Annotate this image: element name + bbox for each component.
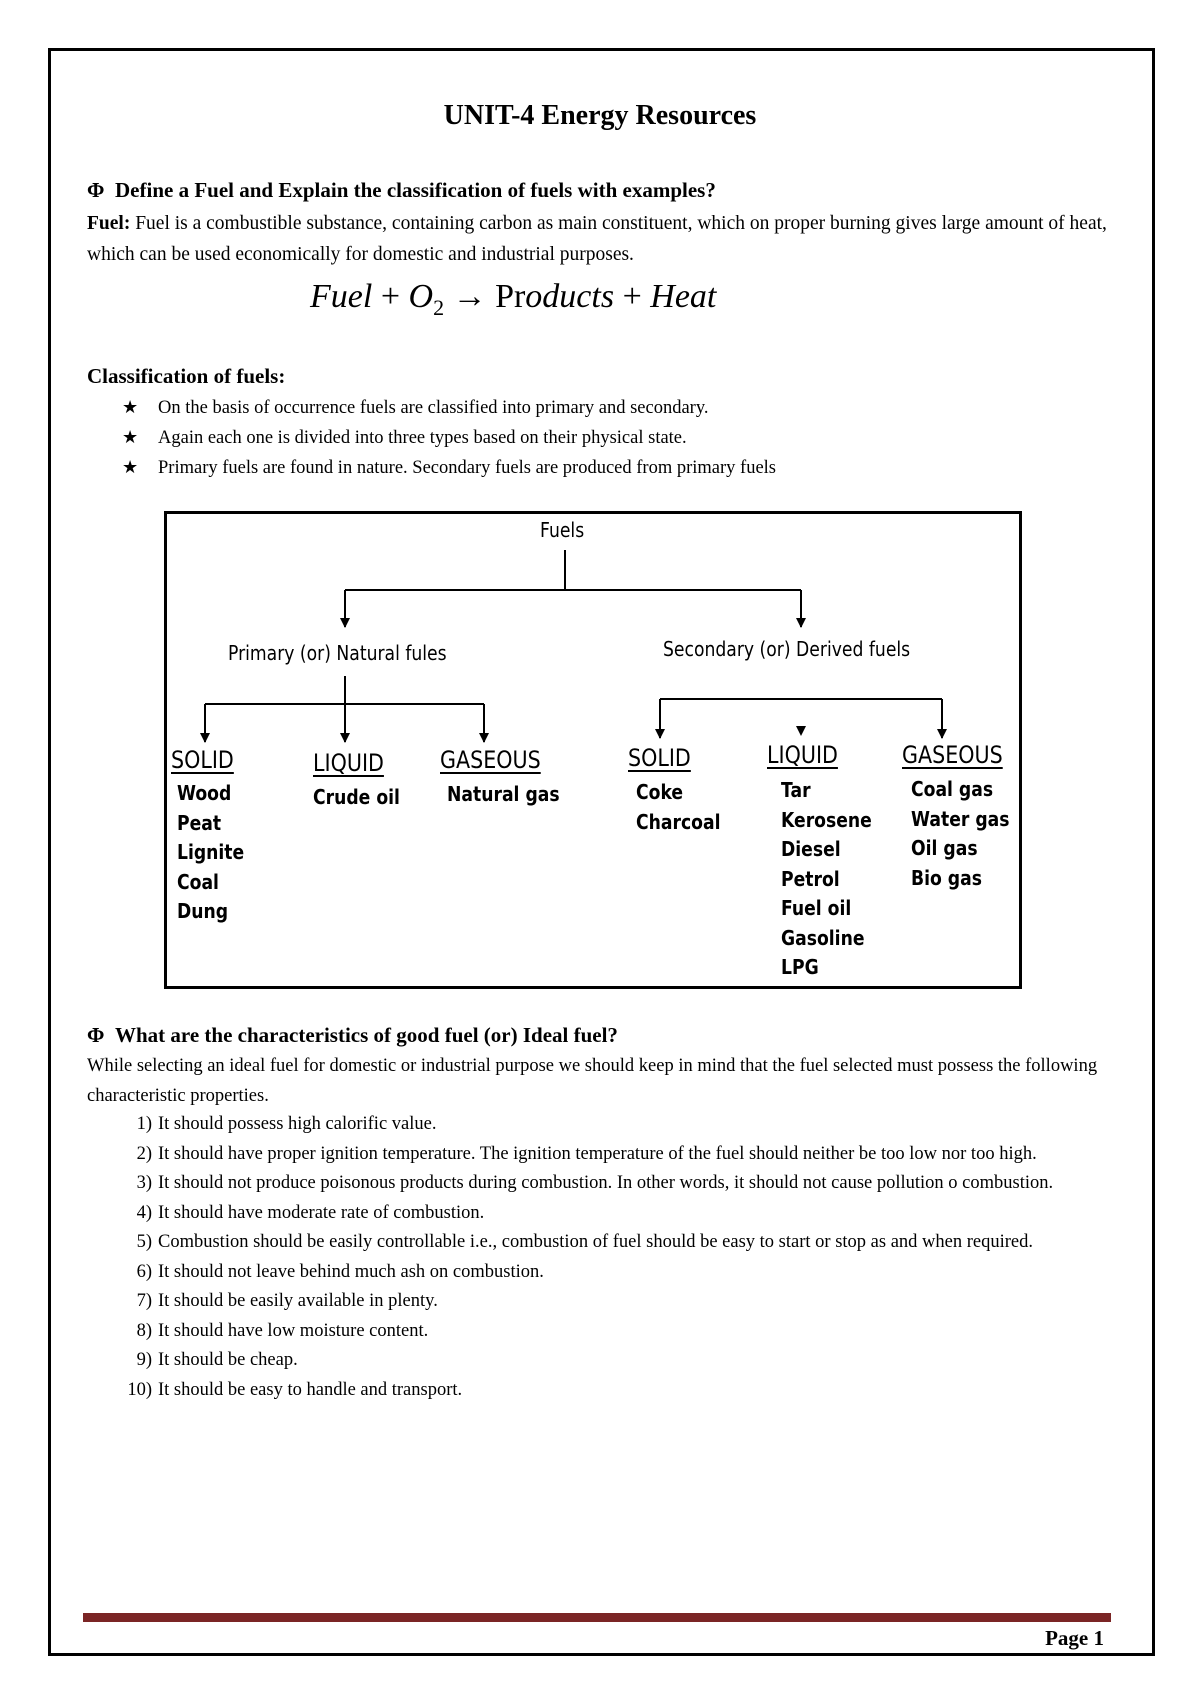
primary-solid-head: SOLID	[171, 746, 234, 774]
list-item: Wood	[177, 781, 232, 805]
characteristics-intro: While selecting an ideal fuel for domestic or industrial purpose we should keep in mind that the fuel selected must possess the following characteristic properties.	[87, 1056, 1098, 1106]
fuel-definition-text: Fuel is a combustible substance, containing carbon as main constituent, which on proper burning gives large amount of heat, which can be used economically for domestic and industrial purposes.	[87, 213, 1107, 265]
eq-plus: +	[372, 278, 409, 315]
secondary-gaseous-list	[911, 775, 1009, 893]
list-item: Peat	[177, 810, 222, 835]
question-1	[87, 178, 716, 203]
list-item: LPG	[781, 955, 819, 979]
characteristics-list	[122, 1110, 1112, 1405]
list-item: Gasoline	[781, 925, 865, 950]
phi-symbol: Φ	[87, 1023, 105, 1047]
classification-heading: Classification of fuels:	[87, 364, 286, 388]
eq-products: oducts	[525, 278, 615, 315]
list-item: 7) It should be easily available in plenty.	[136, 1291, 438, 1311]
list-item: 1) It should possess high calorific value.	[136, 1114, 437, 1134]
secondary-label: Secondary (or) Derived fuels	[663, 637, 911, 661]
bullet-item: ★ Primary fuels are found in nature. Secondary fuels are produced from primary fuels	[122, 452, 776, 482]
eq-heat: Heat	[650, 278, 717, 315]
list-item: Lignite	[177, 840, 245, 864]
diagram-connectors	[167, 514, 1019, 986]
list-item: Water gas	[911, 806, 1010, 831]
list-item: 8) It should have low moisture content.	[136, 1320, 429, 1341]
secondary-gaseous-head: GASEOUS	[902, 741, 1003, 769]
list-item: Charcoal	[636, 809, 721, 834]
primary-label: Primary (or) Natural fules	[228, 641, 447, 665]
question-1-text: Define a Fuel and Explain the classification of fuels with examples?	[115, 178, 716, 202]
list-item: 9) It should be cheap.	[136, 1350, 298, 1370]
primary-liquid-list	[313, 783, 400, 813]
list-item: 5) Combustion should be easily controllable i.e., combustion of fuel should be easy to start or stop as and when required.	[136, 1232, 1033, 1252]
list-item: Kerosene	[781, 807, 872, 832]
combustion-equation	[310, 278, 716, 321]
eq-oxygen: O	[408, 278, 434, 315]
eq-fuel: Fuel	[310, 278, 373, 315]
star-icon: ★	[122, 457, 139, 477]
diagram-root: Fuels	[540, 518, 585, 542]
list-item: Coke	[636, 780, 684, 804]
primary-gaseous-list	[447, 780, 560, 810]
list-item: 4) It should have moderate rate of combustion.	[136, 1202, 485, 1223]
bullet-item: ★ On the basis of occurrence fuels are classified into primary and secondary.	[122, 392, 776, 422]
fuel-classification-diagram	[164, 511, 1022, 989]
primary-gaseous-head: GASEOUS	[440, 746, 541, 774]
list-item: Crude oil	[313, 785, 400, 809]
list-item: Tar	[781, 778, 811, 802]
eq-plus-2: +	[614, 278, 651, 315]
list-item: Oil gas	[911, 836, 978, 860]
bullet-item: ★ Again each one is divided into three types based on their physical state.	[122, 422, 776, 452]
page-number: Page 1	[1045, 1626, 1104, 1650]
primary-solid-list	[177, 779, 244, 927]
list-item: 3) It should not produce poisonous products during combustion. In other words, it should not cause pollution o combustion.	[136, 1173, 1054, 1193]
fuel-definition	[87, 208, 1117, 270]
primary-liquid-head: LIQUID	[313, 749, 384, 777]
list-item: 6) It should not leave behind much ash on combustion.	[136, 1261, 544, 1282]
classification-bullets	[122, 392, 776, 482]
star-icon: ★	[122, 427, 139, 447]
secondary-liquid-head: LIQUID	[767, 741, 838, 769]
fuel-label: Fuel:	[87, 213, 131, 234]
footer-rule	[83, 1613, 1111, 1622]
list-item: 10) It should be easy to handle and transport.	[127, 1379, 463, 1400]
secondary-solid-head: SOLID	[628, 744, 691, 772]
page-title: UNIT-4 Energy Resources	[443, 100, 757, 131]
list-item: Natural gas	[447, 782, 560, 806]
eq-pr: Pr	[495, 278, 526, 315]
eq-arrow: →	[444, 278, 496, 315]
list-item: Coal gas	[911, 777, 994, 801]
secondary-liquid-list	[781, 776, 872, 983]
phi-symbol: Φ	[87, 178, 105, 202]
list-item: 2) It should have proper ignition temperature. The ignition temperature of the fuel should neither be too low nor too high.	[136, 1143, 1037, 1164]
question-2	[87, 1023, 618, 1048]
secondary-solid-list	[636, 778, 720, 837]
list-item: Fuel oil	[781, 896, 852, 920]
list-item: Diesel	[781, 837, 841, 861]
question-2-text: What are the characteristics of good fuel (or) Ideal fuel?	[115, 1023, 618, 1047]
list-item: Dung	[177, 899, 229, 923]
list-item: Bio gas	[911, 865, 982, 890]
list-item: Coal	[177, 869, 219, 894]
star-icon: ★	[122, 397, 139, 417]
eq-subscript: 2	[433, 294, 445, 320]
list-item: Petrol	[781, 866, 840, 891]
